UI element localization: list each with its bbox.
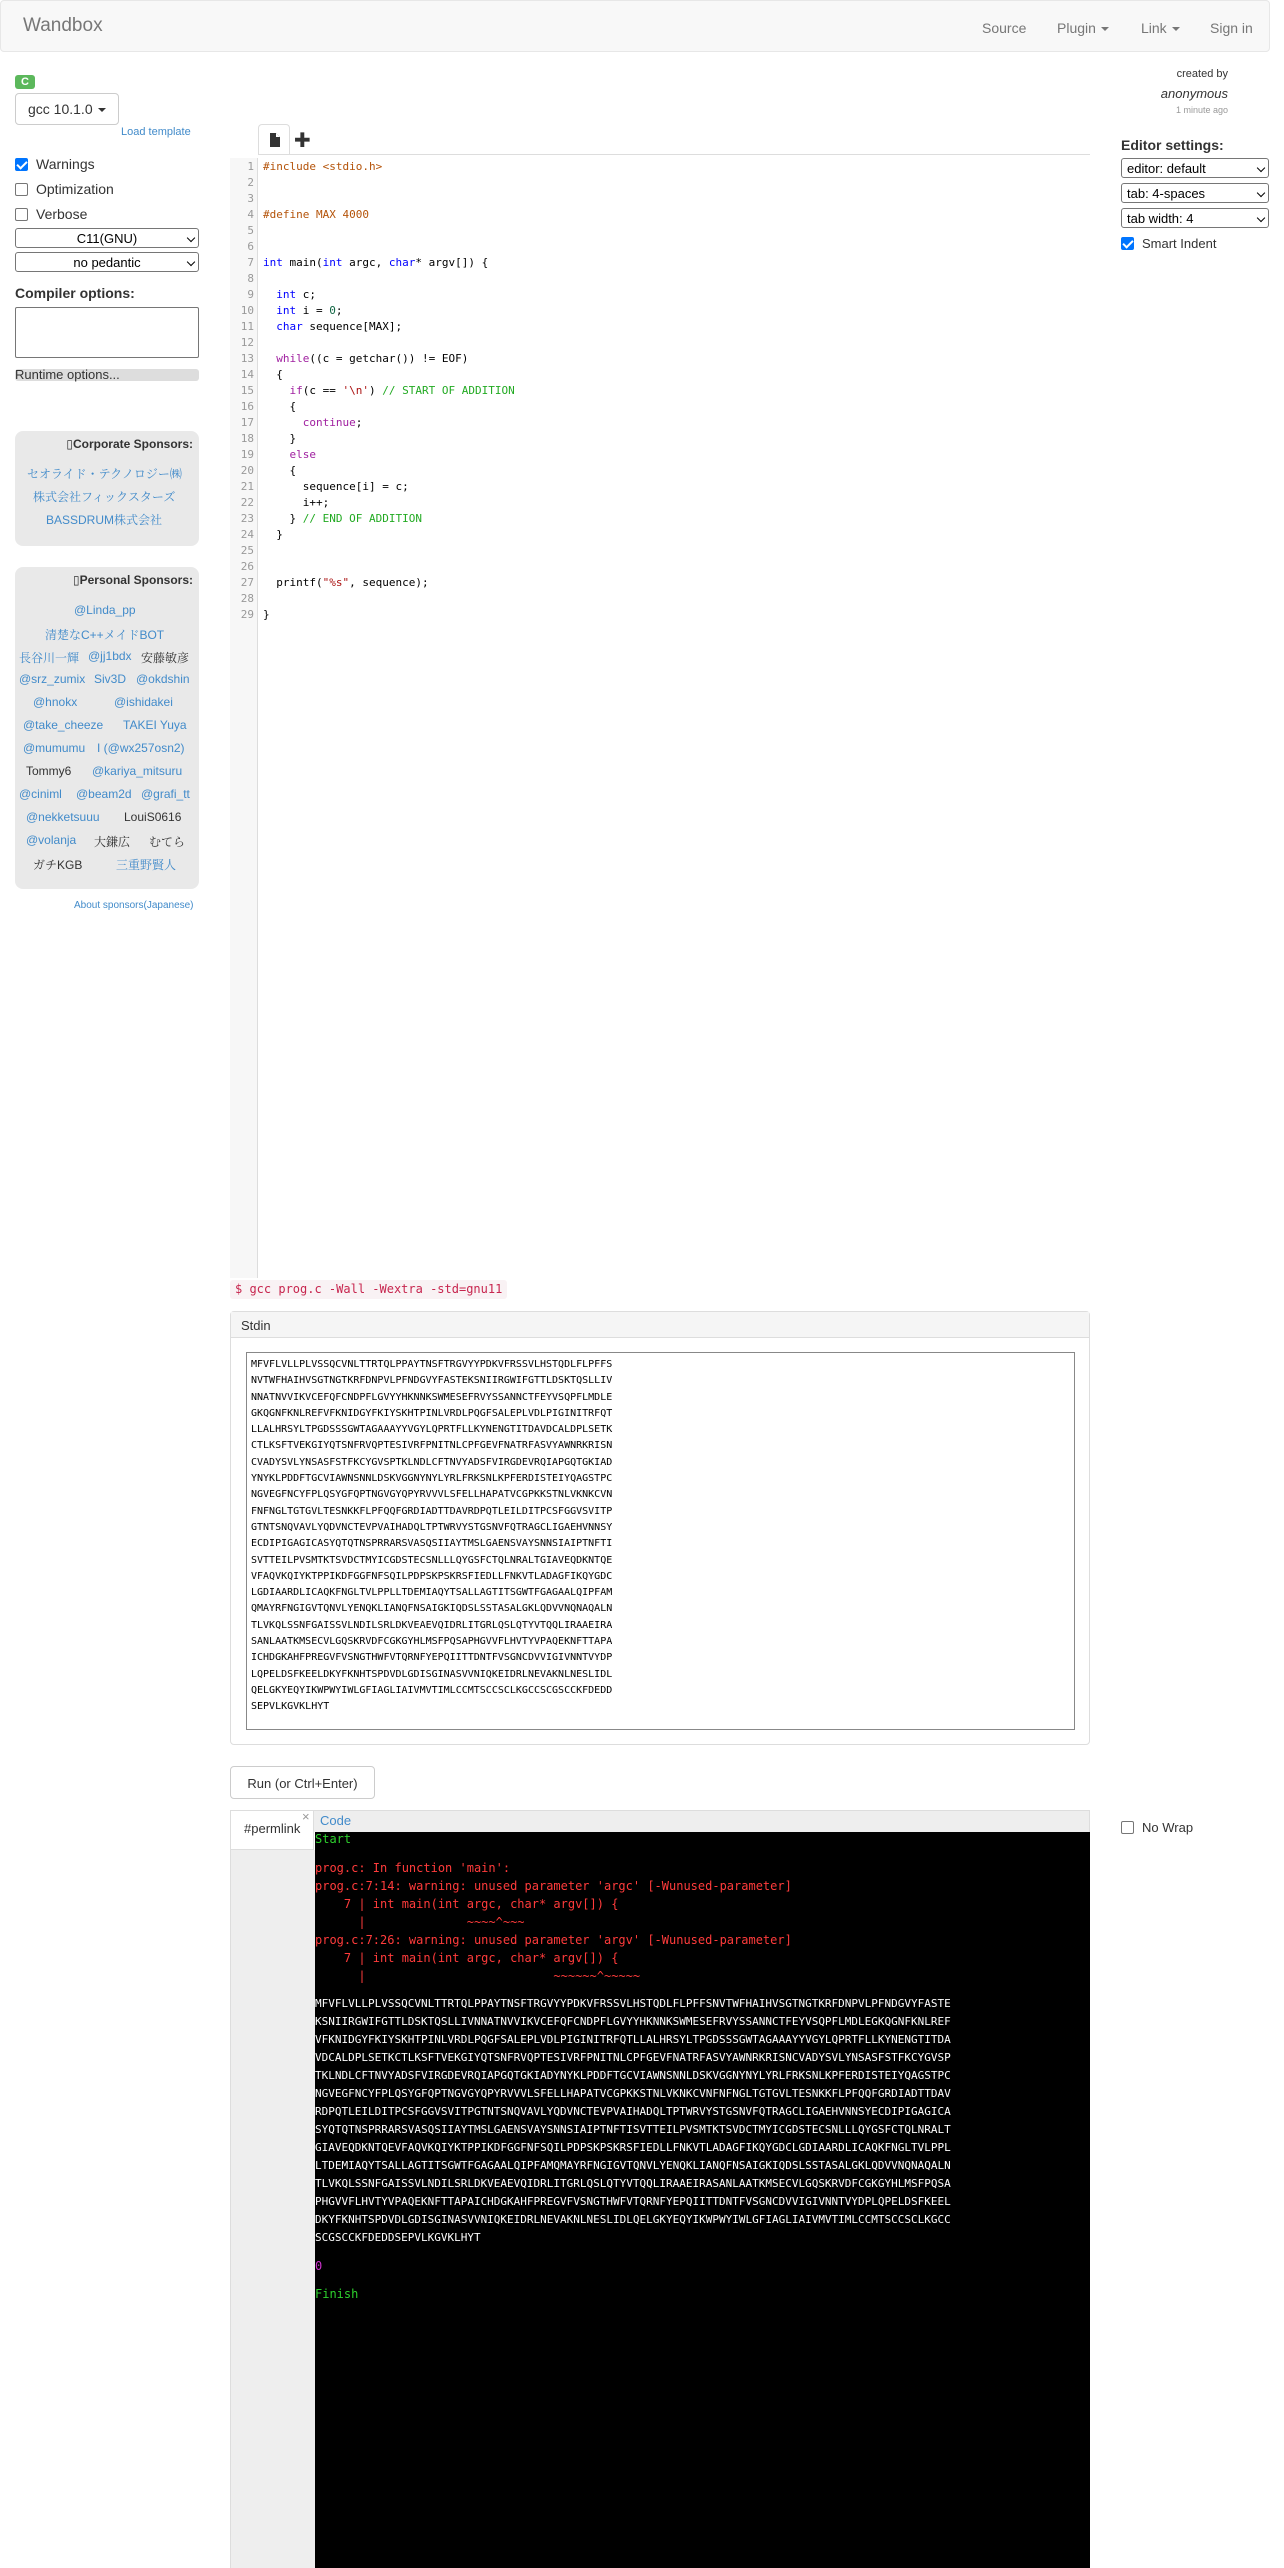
tab-width-select[interactable] [1121,208,1269,228]
personal-sponsor-link[interactable]: @Linda_pp [74,603,136,617]
code-line[interactable]: while((c = getchar()) != EOF) [276,352,469,365]
compiler-options-textarea[interactable] [15,307,199,358]
warnings-checkbox[interactable] [15,158,28,171]
start-label: Start [315,1832,352,1846]
editor-mode-select[interactable] [1121,158,1269,178]
created-by-label: created by [1176,68,1228,80]
editor-tab-divider [258,154,1090,155]
compiler-message: prog.c:7:26: warning: unused parameter 'argv' [-Wunused-parameter] [315,1933,792,1947]
language-badge[interactable]: C [15,75,35,89]
compiler-message: | ~~~~^~~~ [315,1915,525,1929]
line-number: 9 [247,288,254,301]
optimization-option[interactable] [15,181,114,197]
line-number: 19 [240,448,254,461]
std-select[interactable] [15,228,199,248]
line-number: 10 [240,304,254,317]
compiler-message: 7 | int main(int argc, char* argv[]) { [315,1951,619,1965]
personal-sponsor-link[interactable]: Siv3D [94,672,127,686]
verbose-option[interactable] [15,206,87,222]
finish-label: Finish [315,2287,359,2301]
line-number: 28 [240,592,254,605]
line-number: 18 [240,432,254,445]
line-number: 5 [247,224,254,237]
line-number: 3 [247,192,254,205]
verbose-label: Verbose [36,206,88,222]
chevron-down-icon [98,108,106,112]
line-number: 4 [247,208,254,221]
compiler-select-button[interactable] [15,93,119,125]
no-wrap-label: No Wrap [1142,1820,1194,1835]
personal-sponsor-link[interactable]: @okdshin [136,672,190,686]
personal-sponsor-name: ガチKGB [33,858,83,872]
about-sponsors-link[interactable]: About sponsors(Japanese) [74,900,194,911]
stdin-header: Stdin [231,1312,1089,1338]
personal-sponsor-name: LouiS0616 [124,810,182,824]
line-number: 17 [240,416,254,429]
smart-indent-checkbox[interactable] [1121,237,1134,250]
line-number: 21 [240,480,254,493]
line-number: 24 [240,528,254,541]
personal-sponsor-link[interactable]: @jj1bdx [88,649,132,663]
corporate-sponsors-title: ▯Corporate Sponsors: [66,437,193,451]
chevron-down-icon [1101,27,1109,31]
personal-sponsor-link[interactable]: @srz_zumix [19,672,86,686]
personal-sponsor-link[interactable]: @ciniml [19,787,62,801]
personal-sponsor-name: 安藤敏彦 [141,651,190,665]
code-line[interactable]: } [263,608,270,621]
personal-sponsor-name: Tommy6 [26,764,72,778]
created-time: 1 minute ago [1175,105,1228,115]
nav-plugin-label: Plugin [1057,20,1096,36]
std-select-value: C11(GNU) [76,231,138,246]
nav-link[interactable] [1141,20,1180,36]
code-line[interactable]: } // END OF ADDITION [263,512,422,525]
close-icon[interactable]: × [302,1809,310,1824]
add-file-icon[interactable]: ✚ [294,130,311,152]
line-number: 23 [240,512,254,525]
personal-sponsor-link[interactable]: @grafi_tt [141,787,190,801]
code-line[interactable]: } [263,528,283,541]
line-number: 14 [240,368,254,381]
optimization-checkbox[interactable] [15,183,28,196]
smart-indent-label: Smart Indent [1142,236,1217,251]
nav-source[interactable]: Source [982,20,1027,36]
code-line[interactable]: printf("%s", sequence); [263,576,429,589]
permlink-tab[interactable]: #permlink [230,1810,314,1850]
compiler-message: prog.c:7:14: warning: unused parameter 'argc' [-Wunused-parameter] [315,1879,792,1893]
personal-sponsor-name: 大鎌広 [94,835,131,849]
code-line[interactable]: { [263,368,283,381]
pedantic-select[interactable] [15,252,199,272]
code-tab[interactable]: Code [320,1813,352,1828]
chevron-down-icon [1257,164,1265,172]
code-line[interactable]: int c; [276,288,316,301]
personal-sponsor-link[interactable]: @kariya_mitsuru [92,764,183,778]
exit-code: 0 [315,2259,323,2273]
editor-mode-value: editor: default [1127,161,1206,176]
personal-sponsor-link[interactable]: 三重野賢人 [116,858,177,872]
nav-signin[interactable]: Sign in [1210,20,1253,36]
editor-settings-title: Editor settings: [1121,137,1224,153]
personal-sponsor-link[interactable]: 長谷川一輝 [19,651,80,665]
code-line[interactable]: int main(int argc, char* argv[]) { [263,256,489,269]
code-line[interactable]: i++; [263,496,330,509]
chevron-down-icon [1257,214,1265,222]
runtime-options-toggle[interactable] [15,369,199,381]
code-line[interactable]: continue; [302,416,363,429]
verbose-checkbox[interactable] [15,208,28,221]
compiler-message: 7 | int main(int argc, char* argv[]) { [315,1897,619,1911]
line-number: 12 [240,336,254,349]
tab-width-value: tab width: 4 [1127,211,1194,226]
nav-plugin[interactable] [1057,20,1109,36]
no-wrap-checkbox[interactable] [1121,1821,1134,1834]
code-line[interactable]: } [263,432,297,445]
personal-sponsors-title: ▯Personal Sponsors: [73,573,193,587]
code-line[interactable]: { [263,400,297,413]
personal-sponsor-link[interactable]: I (@wx257osn2) [97,741,185,755]
personal-sponsor-link[interactable]: @volanja [26,833,77,847]
personal-sponsor-name: むてら [149,835,186,849]
code-line[interactable]: #define MAX 4000 [263,208,369,221]
line-number: 15 [240,384,254,397]
personal-sponsor-link[interactable]: TAKEI Yuya [123,718,187,732]
line-number: 29 [240,608,254,621]
file-icon [269,133,281,147]
corporate-sponsor-link[interactable]: BASSDRUM株式会社 [46,513,163,527]
compiler-label: gcc 10.1.0 [28,101,93,117]
personal-sponsor-link[interactable]: 清楚なC++メイドBOT [45,628,165,642]
file-tab[interactable] [258,124,290,155]
run-button[interactable]: Run (or Ctrl+Enter) [230,1766,375,1799]
output-terminal [315,1832,1090,2568]
line-number: 8 [247,272,254,285]
optimization-label: Optimization [36,181,114,197]
corporate-sponsors-panel [15,431,199,546]
line-number: 7 [247,256,254,269]
navbar [0,0,1270,52]
smart-indent-option[interactable] [1121,236,1216,251]
code-line[interactable]: else [289,448,316,461]
compiler-message: prog.c: In function 'main': [315,1861,511,1875]
corporate-sponsor-link[interactable]: 株式会社フィックスターズ [33,490,176,504]
line-number: 20 [240,464,254,477]
no-wrap-option[interactable] [1121,1820,1193,1835]
nav-link-label: Link [1141,20,1167,36]
personal-sponsor-link[interactable]: @ishidakei [114,695,173,709]
line-number: 27 [240,576,254,589]
line-number: 13 [240,352,254,365]
compiler-options-label: Compiler options: [15,285,135,301]
code-line[interactable]: char sequence[MAX]; [276,320,403,333]
chevron-down-icon [1257,189,1265,197]
line-number: 25 [240,544,254,557]
warnings-option[interactable] [15,156,95,172]
runtime-options-label: Runtime options... [15,367,120,382]
line-number: 2 [247,176,254,189]
author-name: anonymous [1160,86,1228,101]
line-number: 16 [240,400,254,413]
corporate-sponsor-link[interactable]: セオライド・テクノロジー㈱ [27,467,182,481]
warnings-label: Warnings [36,156,95,172]
line-number: 6 [247,240,254,253]
personal-sponsor-link[interactable]: @beam2d [76,787,132,801]
code-line[interactable]: { [263,464,297,477]
personal-sponsor-link[interactable]: @hnokx [33,695,78,709]
personal-sponsor-link[interactable]: @take_cheeze [23,718,104,732]
code-line[interactable]: int i = 0; [276,304,343,317]
output-tab-bar [230,1810,1090,1832]
stdin-textarea[interactable]: MFVFLVLLPLVSSQCVNLTTRTQLPPAYTNSFTRGVYYPDKVFRSSVLHSTQDLFLPFFS NVTWFHAIHVSGTNGTKRFDNPVLPFNDGVYFASTEKSNIIRGWIFGTTLDSKTQSLLIV NNATNVVIKVCEFQFCNDPFLGVYYHKNNKSWMESEFRVYSSANNCTFEYVSQPFLMDLE GKQGNFKNLREFVFKNIDGYFKIYSKHTPINLVRDLPQGFSALEPLVDLPIGINITRFQT LLALHRSYLTPGDSSSGWTAGAAAYYVGYLQPRTFLLKYNENGTITDAVDCALDPLSETK CTLKSFTVEKGIYQTSNFRVQPTESIVRFPNITNLCPFGEVFNATRFASVYAWNRKRISN CVADYSVLYNSASFSTFKCYGVSPTKLNDLCFTNVYADSFVIRGDEVRQIAPGQTGKIAD YNYKLPDDFTGCVIAWNSNNLDSKVGGNYNYLYRLFRKSNLKPFERDISTEIYQAGSTPC NGVEGFNCYFPLQSYGFQPTNGVGYQPYRVVVLSFELLHAPATVCGPKKSTNLVKNKCVN FNFNGLTGTGVLTESNKKFLPFQQFGRDIADTTDAVRDPQTLEILDITPCSFGGVSVITP GTNTSNQVAVLYQDVNCTEVPVAIHADQLTPTWRVYSTGSNVFQTRAGCLIGAEHVNNSY ECDIPIGAGICASYQTQTNSPRRARSVASQSIIAYTMSLGAENSVAYSNNSIAIPTNFTI SVTTEILPVSMTKTSVDCTMYICGDSTECSNLLLQYGSFCTQLNRALTGIAVEQDKNTQE VFAQVKQIYKTPPIKDFGGFNFSQILPDPSKPSKRSFIEDLLFNKVTLADAGFIKQYGDC LGDIAARDLICAQKFNGLTVLPPLLTDEMIAQYTSALLAGTITSGWTFGAGAALQIPFAM QMAYRFNGIGVTQNVLYENQKLIANQFNSAIGKIQDSLSSTASALGKLQDVVNQNAQALN TLVKQLSSNFGAISSVLNDILSRLDKVEAEVQIDRLITGRLQSLQTYVTQQLIRAAEIRA SANLAATKMSECVLGQSKRVDFCGKGYHLMSFPQSAPHGVVFLHVTYVPAQEKNFTTAPA ICHDGKAHFPREGVFVSNGTHWFVTQRNFYEPQIITTDNTFVSGNCDVVIGIVNNTVYDP LQPELDSFKEELDKYFKNHTSPDVDLGDISGINASVVNIQKEIDRLNEVAKNLNESLIDL QELGKYEQYIKWPWYIWLGFIAGLIAIVMVTIMLCCMTSCCSCLKGCCSCGSCCKFDEDD SEPVLKGVKLHYT [246,1352,1075,1730]
personal-sponsor-link[interactable]: @mumumu [23,741,86,755]
code-line[interactable]: if(c == '\n') // START OF ADDITION [289,384,515,397]
load-template-link[interactable]: Load template [121,126,191,138]
compiler-message: | ~~~~~~^~~~~~ [315,1969,641,1983]
line-number: 11 [240,320,254,333]
program-stdout: MFVFLVLLPLVSSQCVNLTTRTQLPPAYTNSFTRGVYYPDKVFRSSVLHSTQDLFLPFFSNVTWFHAIHVSGTNGTKRFDNPVLPFNDGVYFASTE KSNIIRGWIFGTTLDSKTQSLLIVNNATNVVIKVCEFQFCNDPFLGVYYHKNNKSWMESEFRVYSSANNCTFEYVSQPFLMDLEGKQGNFKNLREF VFKNIDGYFKIYSKHTPINLVRDLPQGFSALEPLVDLPIGINITRFQTLLALHRSYLTPGDSSSGWTAGAAAYYVGYLQPRTFLLKYNENGTITDA VDCALDPLSETKCTLKSFTVEKGIYQTSNFRVQPTESIVRFPNITNLCPFGEVFNATRFASVYAWNRKRISNCVADYSVLYNSASFSTFKCYGVSP TKLNDLCFTNVYADSFVIRGDEVRQIAPGQTGKIADYNYKLPDDFTGCVIAWNSNNLDSKVGGNYNYLYRLFRKSNLKPFERDISTEIYQAGSTPC NGVEGFNCYFPLQSYGFQPTNGVGYQPYRVVVLSFELLHAPATVCGPKKSTNLVKNKCVNFNFNGLTGTGVLTESNKKFLPFQQFGRDIADTTDAV RDPQTLEILDITPCSFGGVSVITPGTNTSNQVAVLYQDVNCTEVPVAIHADQLTPTWRVYSTGSNVFQTRAGCLIGAEHVNNSYECDIPIGAGICA SYQTQTNSPRRARSVASQSIIAYTMSLGAENSVAYSNNSIAIPTNFTISVTTEILPVSMTKTSVDCTMYICGDSTECSNLLLQYGSFCTQLNRALT GIAVEQDKNTQEVFAQVKQIYKTPPIKDFGGFNFSQILPDPSKPSKRSFIEDLLFNKVTLADAGFIKQYGDCLGDIAARDLICAQKFNGLTVLPPL LTDEMIAQYTSALLAGTITSGWTFGAGAALQIPFAMQMAYRFNGIGVTQNVLYENQKLIANQFNSAIGKIQDSLSSTASALGKLQDVVNQNAQALN TLVKQLSSNFGAISSVLNDILSRLDKVEAEVQIDRLITGRLQSLQTYVTQQLIRAAEIRASANLAATKMSECVLGQSKRVDFCGKGYHLMSFPQSA PHGVVFLHVTYVPAQEKNFTTAPAICHDGKAHFPREGVFVSNGTHWFVTQRNFYEPQIITTDNTFVSGNCDVVIGIVNNTVYDPLQPELDSFKEEL DKYFKNHTSPDVDLGDISGINASVVNIQKEIDRLNEVAKNLNESLIDLQELGKYEQYIKWPWYIWLGFIAGLIAIVMVTIMLCCMTSCCSCLKGCC SCGSCCKFDEDDSEPVLKGVKLHYT [315,1997,951,2244]
code-line[interactable]: sequence[i] = c; [263,480,409,493]
tab-mode-value: tab: 4-spaces [1127,186,1206,201]
pedantic-select-value: no pedantic [73,255,141,270]
line-number: 1 [247,160,254,173]
line-number: 26 [240,560,254,573]
chevron-down-icon [1172,27,1180,31]
code-line[interactable]: #include <stdio.h> [263,160,383,173]
tab-mode-select[interactable] [1121,183,1269,203]
brand-link[interactable]: Wandbox [23,15,103,36]
compile-command: $ gcc prog.c -Wall -Wextra -std=gnu11 [230,1280,507,1299]
line-number: 22 [240,496,254,509]
output-side-strip [230,1850,315,2568]
stdin-panel [230,1311,1090,1745]
personal-sponsors-panel [15,567,199,889]
personal-sponsor-link[interactable]: @nekketsuuu [26,810,100,824]
